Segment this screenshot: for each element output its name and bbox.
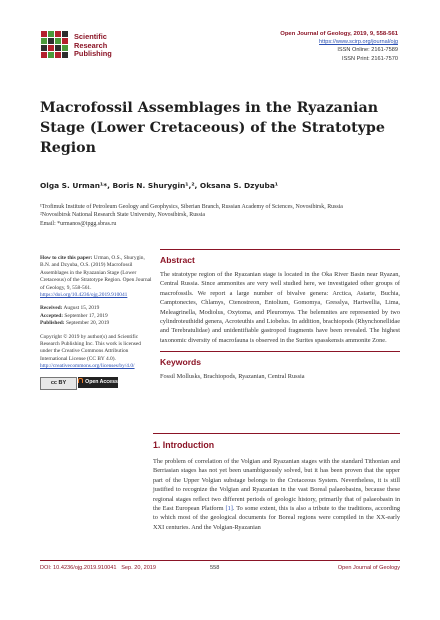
cite-text: Urman, O.S., Shurygin, B.N. and Dzyuba, O.S. (2019) Macrofossil Assemblages in the Ryazanian Stage (Lower Cretaceous) of the Stratotype Region. Open Journal of Geology, 9, 558-561. bbox=[40, 255, 152, 291]
keywords-text: Fossil Mollusks, Brachiopods, Ryazanian, Central Russia bbox=[160, 373, 305, 381]
email-line: Email: *urmanos@ipgg.sbras.ru bbox=[40, 220, 117, 227]
open-access-label: Open Access bbox=[85, 378, 118, 385]
affiliation-line: ¹Trofimuk Institute of Petroleum Geology and Geophysics, Siberian Branch, Russian Academy of Sciences, Novosibirsk, Russia bbox=[40, 204, 343, 210]
footer-doi: DOI: 10.4236/ojg.2019.910041 bbox=[40, 565, 117, 571]
accepted-label: Accepted: bbox=[40, 312, 64, 319]
abstract-heading: Abstract bbox=[160, 255, 195, 265]
paper-title: Macrofossil Assemblages in the Ryazanian Stage (Lower Cretaceous) of the Stratotype Region bbox=[40, 100, 385, 156]
issn-online: ISSN Online: 2161-7589 bbox=[337, 47, 398, 54]
cc-by-badge[interactable]: cc BY bbox=[40, 377, 77, 390]
cite-doi-link[interactable]: https://doi.org/10.4236/ojg.2019.910041 bbox=[40, 292, 128, 299]
footer-doi-date bbox=[40, 565, 156, 571]
article-sidebar bbox=[40, 255, 152, 388]
publisher-name-line: Research bbox=[74, 40, 108, 50]
license-link[interactable]: http://creativecommons.org/licenses/by/4.0/ bbox=[40, 363, 135, 370]
license-badges bbox=[40, 377, 152, 388]
publisher-name-line: Scientific bbox=[74, 32, 107, 41]
citation-link[interactable]: [1] bbox=[225, 505, 233, 513]
affiliation-line: ²Novosibirsk National Research State University, Novosibirsk, Russia bbox=[40, 212, 205, 219]
footer-date: Sep. 20, 2019 bbox=[121, 565, 157, 571]
issn-print: ISSN Print: 2161-7570 bbox=[342, 55, 398, 62]
introduction-heading: 1. Introduction bbox=[153, 440, 215, 450]
keywords-heading: Keywords bbox=[160, 357, 202, 368]
journal-citation: Open Journal of Geology, 2019, 9, 558-561 bbox=[280, 31, 398, 37]
srp-logo-icon bbox=[40, 30, 70, 60]
published-label: Published: bbox=[40, 320, 65, 327]
copyright-block bbox=[40, 334, 152, 371]
accepted-date: September 17, 2019 bbox=[64, 312, 108, 319]
publisher-name bbox=[74, 33, 112, 59]
cite-label: How to cite this paper: bbox=[40, 255, 93, 261]
dates-block bbox=[40, 305, 152, 327]
cite-block bbox=[40, 255, 152, 299]
copyright-text: Copyright © 2019 by author(s) and Scientific Research Publishing Inc. This work is licensed under the Creative Commons Attribution International License (CC BY 4.0). bbox=[40, 333, 141, 362]
received-label: Received: bbox=[40, 305, 63, 312]
introduction-section bbox=[153, 433, 400, 532]
journal-url-link[interactable]: https://www.scirp.org/journal/ojg bbox=[319, 39, 398, 46]
introduction-divider bbox=[153, 433, 400, 434]
journal-info bbox=[280, 30, 398, 63]
page-number: 558 bbox=[210, 565, 220, 571]
affiliations bbox=[40, 203, 410, 228]
open-access-badge[interactable] bbox=[78, 377, 118, 388]
published-date: September 20, 2019 bbox=[65, 320, 110, 327]
abstract-divider bbox=[160, 249, 400, 250]
keywords-divider bbox=[160, 351, 400, 352]
introduction-text-part: The problem of correlation of the Volgian and Ryazanian stages with the standard Tithonian and Berriasian stages has not yet been unambiguously solved, but it has been proven that the upper part of the Upper Volgian substage belongs to the Cretaceous System. Nevertheless, it is still justified to recognize the Volgian and Ryazanian in the vast Boreal palaeobasins, because these regional stages reflect two different periods of geologic history, primarily that of palaeobasin in the East European Platform bbox=[153, 458, 400, 513]
introduction-text-part: . To some extent, this is also a tribute to the traditions, according to which most of the geological documents for Boreal regions were compiled in the XX-early XXI centuries. And the Volgian-Ryazanian bbox=[153, 505, 401, 531]
footer-divider bbox=[40, 560, 400, 561]
open-lock-icon bbox=[78, 378, 83, 383]
abstract-column bbox=[160, 249, 400, 382]
abstract-text: The stratotype region of the Ryazanian stage is located in the Oka River Basin near Ryazan, Central Russia. Since ammonites are very well studied here, we investigated other groups of macrofossils. We report a large number of bivalve genera: Arctica, Astarte, Buchia, Camptonectes, Chlamys, Ctenostreon, Entolium, Gomomya, Gresslya, Hartwellia, Lima, Meleagrinella, Modiolus, Oxytoma, and Pleuromya. The belemnites are represented by two cylindroteuthidid genera, Acroteuthis and Liobelus. In addition, brachiopods (Rhynchonellidae and Terebratulidae) and unidentifiable gastropod fragments have been revealed. The highest taxonomic diversity of macrofauna is observed in the Surites spasskensis ammonite Zone. bbox=[160, 271, 400, 344]
authors: Olga S. Urman¹*, Boris N. Shurygin¹,², Oksana S. Dzyuba¹ bbox=[40, 181, 279, 190]
publisher-name-line: Publishing bbox=[74, 49, 112, 58]
received-date: August 15, 2019 bbox=[63, 305, 100, 312]
footer-journal: Open Journal of Geology bbox=[337, 565, 400, 571]
introduction-text bbox=[153, 457, 400, 532]
publisher-logo bbox=[40, 30, 210, 64]
